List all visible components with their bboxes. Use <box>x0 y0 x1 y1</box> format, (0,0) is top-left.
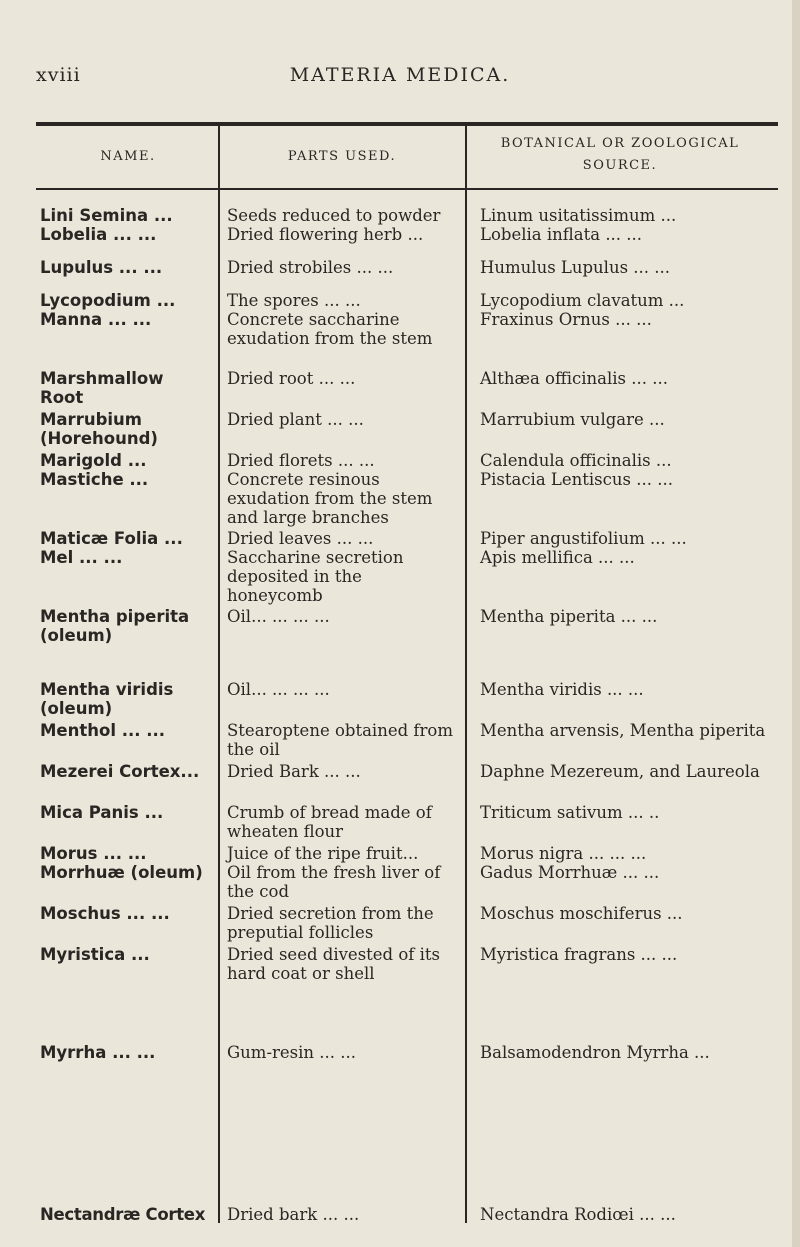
page-header <box>0 64 800 104</box>
row-parts: Juice of the ripe fruit... <box>227 844 419 863</box>
row-source: Mentha piperita ... ... <box>480 607 658 626</box>
row-name: Lobelia ... ... <box>40 225 157 244</box>
row-name: Lini Semina ... <box>40 206 173 225</box>
row-name: Moschus ... ... <box>40 904 170 923</box>
row-parts: Gum-resin ... ... <box>227 1043 357 1062</box>
row-parts: Oil... ... ... ... <box>227 607 330 626</box>
row-name: Morrhuæ (oleum) <box>40 863 203 882</box>
row-parts: Oil... ... ... ... <box>227 680 330 699</box>
row-source: Althæa officinalis ... ... <box>480 369 668 388</box>
row-parts: Dried Bark ... ... <box>227 762 361 781</box>
row-parts: Dried seed divested of its hard coat or shell <box>227 945 441 983</box>
row-source: Fraxinus Ornus ... ... <box>480 310 652 329</box>
row-source: Lycopodium clavatum ... <box>480 291 685 310</box>
column-divider <box>465 126 467 1223</box>
row-name: Lycopodium ... <box>40 291 176 310</box>
table-header-rule <box>36 188 778 190</box>
row-parts: Saccharine secretion deposited in the honeycomb <box>227 548 404 605</box>
row-parts: Dried bark ... ... <box>227 1205 360 1224</box>
column-header-parts: PARTS USED. <box>287 149 397 164</box>
row-parts: Dried leaves ... ... <box>227 529 374 548</box>
row-parts: Dried flowering herb ... <box>227 225 424 244</box>
row-name: Lupulus ... ... <box>40 258 163 277</box>
row-name: Mentha viridis (oleum) <box>40 680 174 718</box>
column-header-source: BOTANICAL OR ZOOLOGICAL SOURCE. <box>500 136 740 173</box>
row-name: Marigold ... <box>40 451 147 470</box>
row-source: Marrubium vulgare ... <box>480 410 665 429</box>
row-source: Pistacia Lentiscus ... ... <box>480 470 673 489</box>
page-number: xviii <box>36 64 81 86</box>
row-name: Myrrha ... ... <box>40 1043 156 1062</box>
row-source: Triticum sativum ... .. <box>480 803 660 822</box>
row-source: Morus nigra ... ... ... <box>480 844 647 863</box>
row-source: Mentha arvensis, Mentha piperita <box>480 721 766 740</box>
row-parts: Dried secretion from the preputial follicles <box>227 904 434 942</box>
row-name: Manna ... ... <box>40 310 152 329</box>
row-source: Gadus Morrhuæ ... ... <box>480 863 660 882</box>
row-name: Menthol ... ... <box>40 721 166 740</box>
running-title: MATERIA MEDICA. <box>289 64 511 86</box>
row-name: Mezerei Cortex... <box>40 762 200 781</box>
row-name: Mastiche ... <box>40 470 149 489</box>
row-parts: Dried strobiles ... ... <box>227 258 394 277</box>
row-parts: Stearoptene obtained from the oil <box>227 721 453 759</box>
row-source: Balsamodendron Myrrha ... <box>480 1043 710 1062</box>
row-source: Apis mellifica ... ... <box>480 548 635 567</box>
row-parts: Dried florets ... ... <box>227 451 375 470</box>
row-parts: Dried root ... ... <box>227 369 356 388</box>
page-edge <box>792 0 800 1247</box>
row-source: Nectandra Rodiœi ... ... <box>480 1205 676 1224</box>
row-name: Myristica ... <box>40 945 150 964</box>
row-name: Mel ... ... <box>40 548 123 567</box>
row-source: Lobelia inflata ... ... <box>480 225 643 244</box>
row-source: Myristica fragrans ... ... <box>480 945 678 964</box>
row-name: Nectandræ Cortex <box>40 1205 206 1224</box>
row-name: Marshmallow Root <box>40 369 164 407</box>
row-parts: Crumb of bread made of wheaten flour <box>227 803 432 841</box>
column-divider <box>218 126 220 1223</box>
row-source: Daphne Mezereum, and Laureola <box>480 762 760 781</box>
row-source: Mentha viridis ... ... <box>480 680 644 699</box>
row-name: Morus ... ... <box>40 844 147 863</box>
row-name: Mentha piperita (oleum) <box>40 607 190 645</box>
row-parts: Concrete saccharine exudation from the stem <box>227 310 433 348</box>
row-name: Maticæ Folia ... <box>40 529 183 548</box>
row-name: Mica Panis ... <box>40 803 164 822</box>
row-parts: Seeds reduced to powder <box>227 206 441 225</box>
row-source: Humulus Lupulus ... ... <box>480 258 671 277</box>
row-parts: Oil from the fresh liver of the cod <box>227 863 441 901</box>
row-source: Piper angustifolium ... ... <box>480 529 687 548</box>
row-source: Calendula officinalis ... <box>480 451 672 470</box>
row-parts: Dried plant ... ... <box>227 410 364 429</box>
table-top-rule <box>36 122 778 126</box>
row-source: Linum usitatissimum ... <box>480 206 677 225</box>
row-name: Marrubium (Horehound) <box>40 410 158 448</box>
row-parts: The spores ... ... <box>227 291 361 310</box>
row-source: Moschus moschiferus ... <box>480 904 683 923</box>
column-header-name: NAME. <box>100 149 156 164</box>
row-parts: Concrete resinous exudation from the stem and large branches <box>227 470 433 527</box>
